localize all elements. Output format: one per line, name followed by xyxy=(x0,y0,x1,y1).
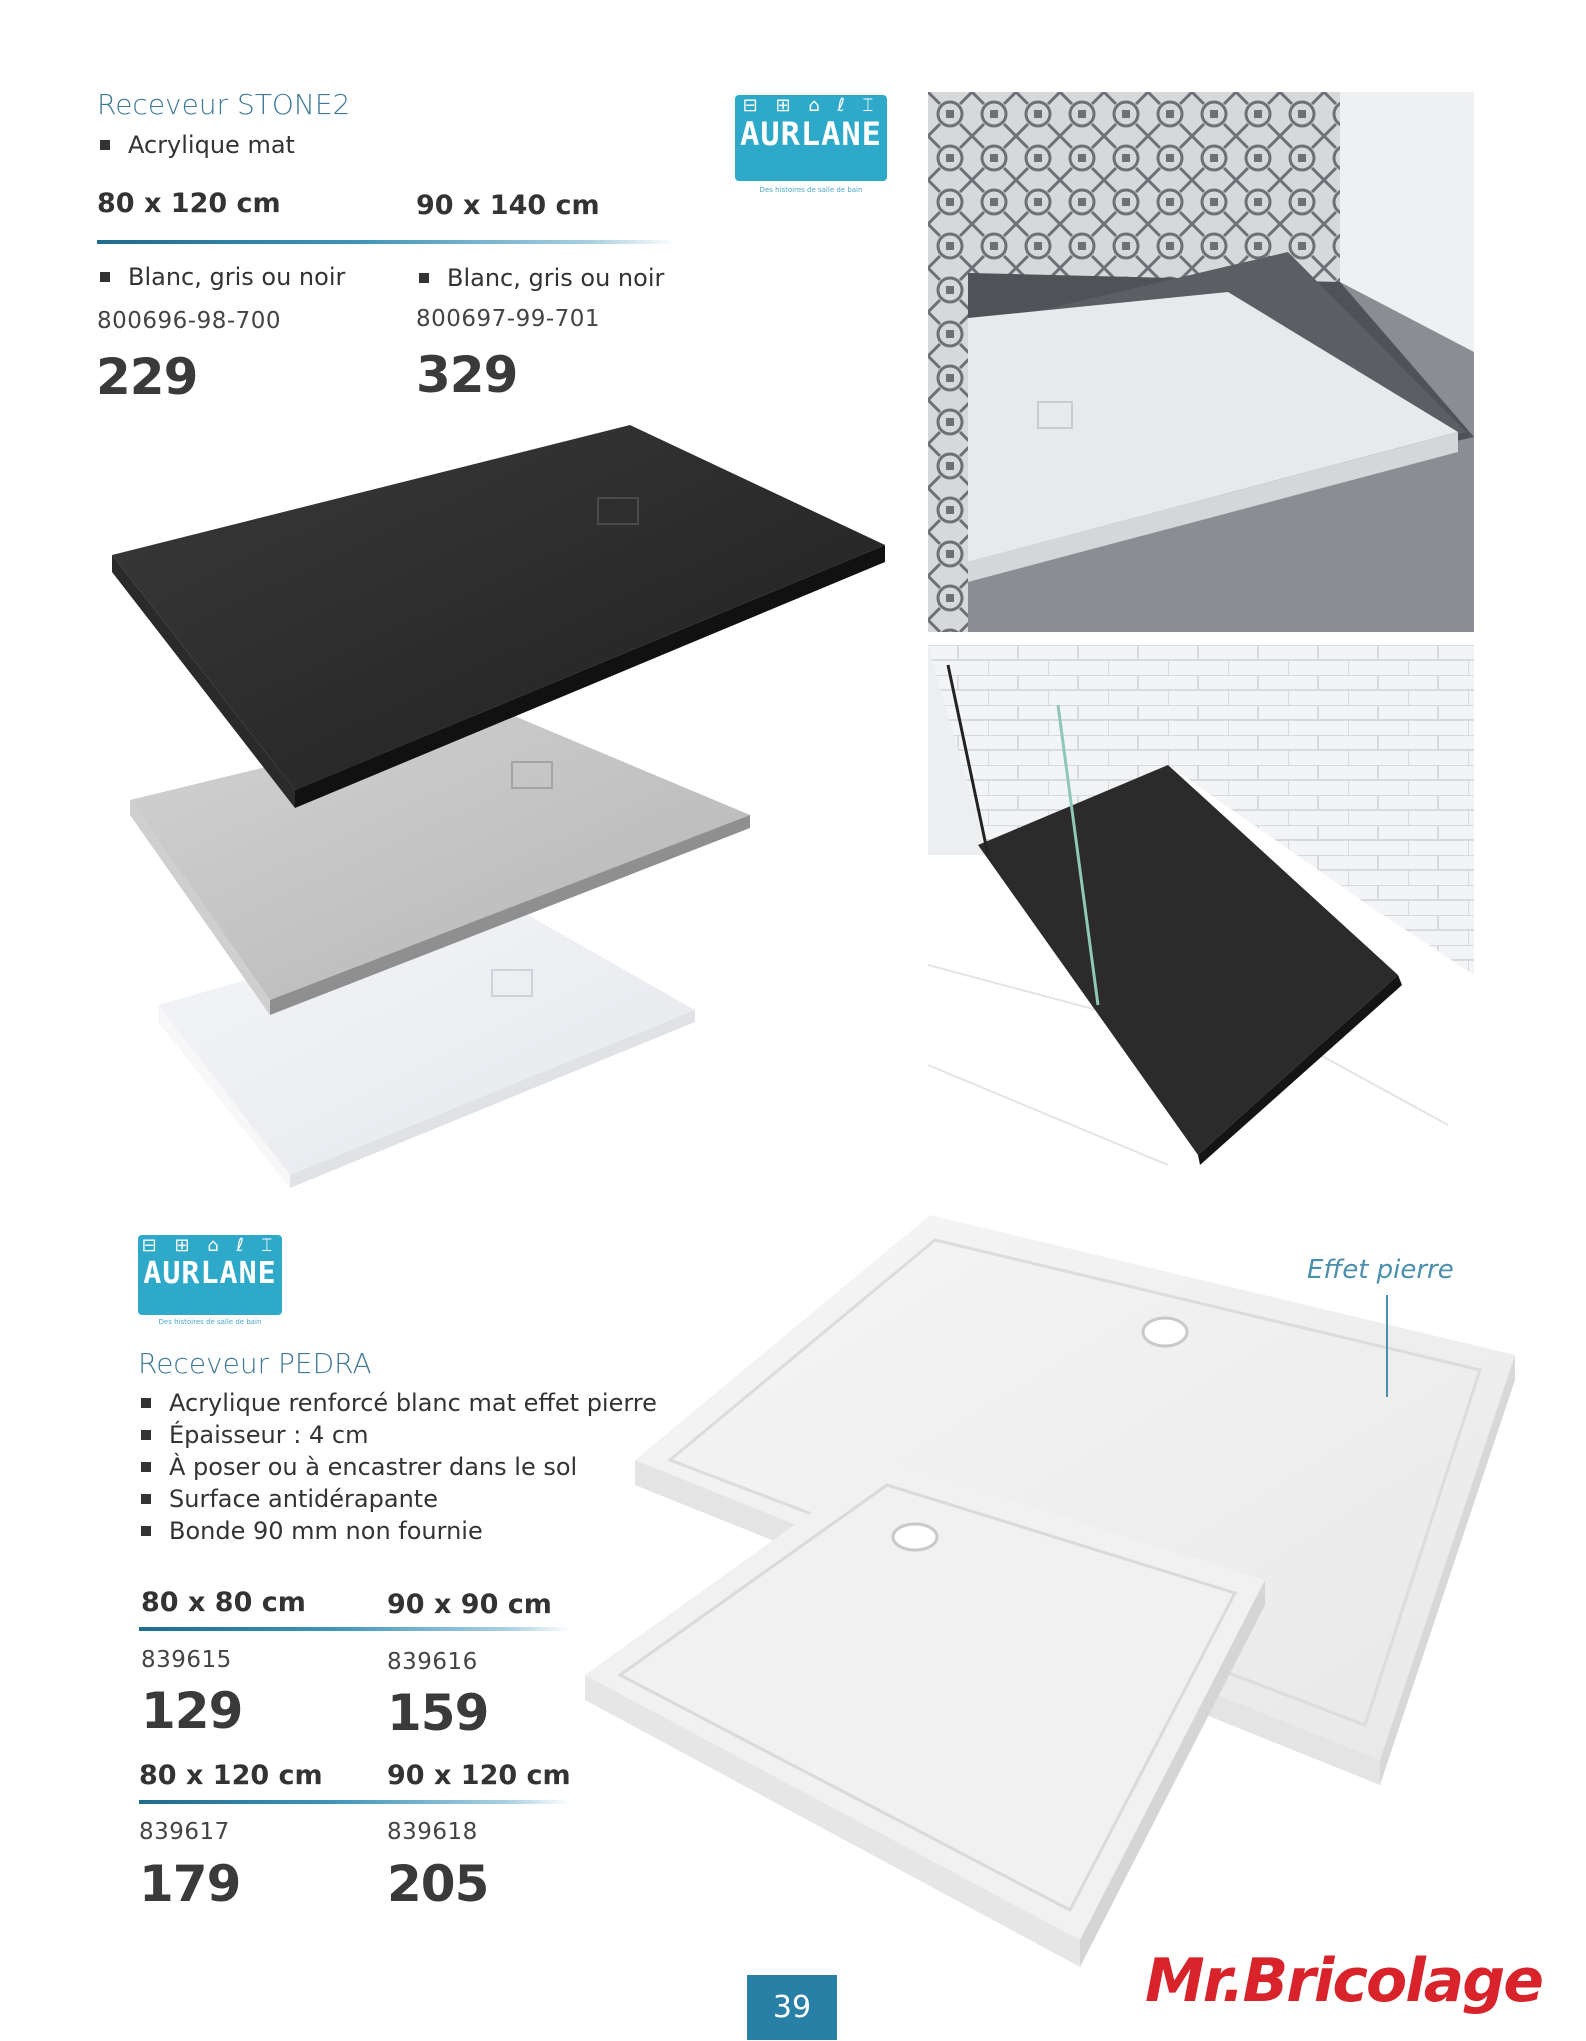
pedra-size-2: 90 x 90 cm xyxy=(387,1589,552,1620)
pedra-price-4: 205 xyxy=(387,1855,489,1913)
stone-ref-2: 800697-99-701 xyxy=(416,306,601,332)
aurlane-tagline-top: Des histoires de salle de bain xyxy=(759,186,863,194)
pedra-size-1: 80 x 80 cm xyxy=(141,1587,306,1618)
effet-pierre-note: Effet pierre xyxy=(1307,1255,1454,1285)
pedra-size-4: 90 x 120 cm xyxy=(387,1760,571,1791)
pedra-price-2: 159 xyxy=(387,1684,489,1742)
logo-name-2: AURLANE xyxy=(143,1256,277,1291)
aurlane-logo-bottom xyxy=(138,1235,282,1315)
stone-size-1: 80 x 120 cm xyxy=(97,188,281,219)
pedra-trays-image xyxy=(580,1205,1520,1975)
stone-material: Acrylique mat xyxy=(100,131,295,159)
pedra-feature: Surface antidérapante xyxy=(141,1483,657,1515)
note-pointer-line xyxy=(1386,1295,1388,1397)
stone-ref-1: 800696-98-700 xyxy=(97,308,282,334)
stone-price-1: 229 xyxy=(96,348,198,406)
pedra-feature: Bonde 90 mm non fournie xyxy=(141,1515,657,1547)
stone-title: Receveur STONE2 xyxy=(97,88,351,121)
pedra-ref-3: 839617 xyxy=(139,1819,230,1845)
stone-colors-1: Blanc, gris ou noir xyxy=(100,263,345,291)
aurlane-tagline-bottom: Des histoires de salle de bain xyxy=(158,1318,262,1326)
pedra-divider-1 xyxy=(139,1627,571,1631)
stone-photo-light xyxy=(928,92,1474,632)
stone-colors-2: Blanc, gris ou noir xyxy=(419,264,664,292)
pedra-size-3: 80 x 120 cm xyxy=(139,1760,323,1791)
pedra-feature: À poser ou à encastrer dans le sol xyxy=(141,1451,657,1483)
logo-icons: ⊟ ⊞ ⌂ ℓ ⌶ xyxy=(742,95,880,116)
pedra-feature: Acrylique renforcé blanc mat effet pierre xyxy=(141,1387,657,1419)
pedra-price-1: 129 xyxy=(141,1682,243,1740)
pedra-price-3: 179 xyxy=(139,1855,241,1913)
stone-photo-dark xyxy=(928,645,1474,1181)
stone-trays-image xyxy=(100,410,900,1190)
stone-price-2: 329 xyxy=(416,346,518,404)
logo-icons-2: ⊟ ⊞ ⌂ ℓ ⌶ xyxy=(141,1235,279,1256)
stone-divider xyxy=(97,240,677,244)
stone-size-2: 90 x 140 cm xyxy=(416,190,600,221)
aurlane-logo-top xyxy=(735,95,887,181)
page-number: 39 xyxy=(747,1975,837,2040)
mr-bricolage-logo: Mr.Bricolage xyxy=(1145,1946,1542,2016)
pedra-divider-2 xyxy=(139,1800,571,1804)
pedra-ref-2: 839616 xyxy=(387,1649,478,1675)
pedra-ref-4: 839618 xyxy=(387,1819,478,1845)
logo-name: AURLANE xyxy=(740,115,882,153)
pedra-ref-1: 839615 xyxy=(141,1647,232,1673)
pedra-title: Receveur PEDRA xyxy=(138,1347,372,1380)
pedra-feature: Épaisseur : 4 cm xyxy=(141,1419,657,1451)
